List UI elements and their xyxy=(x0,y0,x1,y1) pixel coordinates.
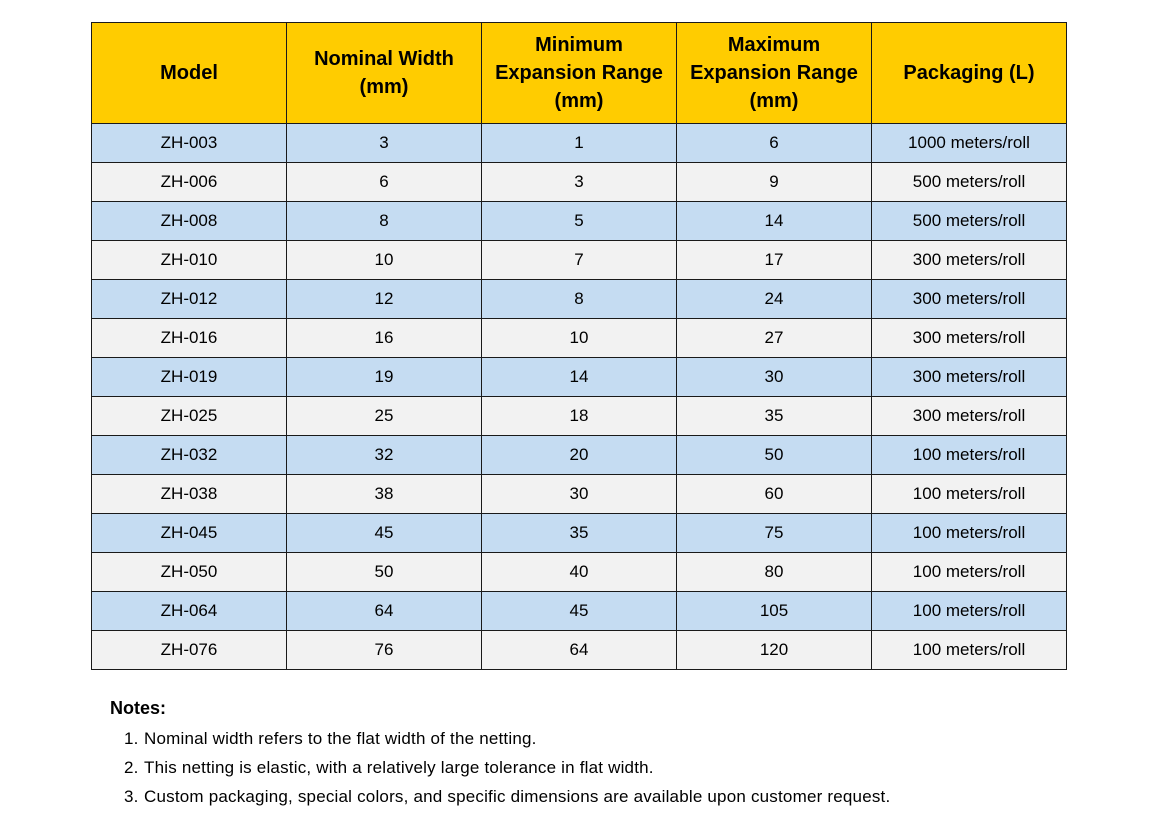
header-min-expansion xyxy=(482,23,677,124)
cell-model: ZH-050 xyxy=(92,553,287,592)
cell-max-expansion: 105 xyxy=(677,592,872,631)
notes-section xyxy=(110,698,890,814)
header-line: Minimum xyxy=(535,34,623,56)
table-row xyxy=(92,163,1067,202)
spec-table xyxy=(91,22,1067,670)
note-item xyxy=(124,756,890,785)
header-line: Maximum xyxy=(727,34,821,56)
cell-max-expansion: 80 xyxy=(677,553,872,592)
cell-max-expansion: 50 xyxy=(677,436,872,475)
cell-max-expansion: 24 xyxy=(677,280,872,319)
cell-min-expansion: 3 xyxy=(482,163,677,202)
cell-min-expansion: 7 xyxy=(482,241,677,280)
header-line: Model xyxy=(160,62,218,84)
cell-packaging: 100 meters/roll xyxy=(872,436,1067,475)
cell-model: ZH-045 xyxy=(92,514,287,553)
cell-nominal-width: 25 xyxy=(287,397,482,436)
cell-packaging: 500 meters/roll xyxy=(872,163,1067,202)
cell-packaging: 100 meters/roll xyxy=(872,631,1067,670)
cell-min-expansion: 10 xyxy=(482,319,677,358)
cell-model: ZH-016 xyxy=(92,319,287,358)
cell-min-expansion: 64 xyxy=(482,631,677,670)
cell-max-expansion: 9 xyxy=(677,163,872,202)
cell-packaging: 100 meters/roll xyxy=(872,475,1067,514)
cell-model: ZH-006 xyxy=(92,163,287,202)
cell-max-expansion: 60 xyxy=(677,475,872,514)
cell-nominal-width: 50 xyxy=(287,553,482,592)
cell-min-expansion: 18 xyxy=(482,397,677,436)
header-nominal-width xyxy=(287,23,482,124)
cell-packaging: 300 meters/roll xyxy=(872,397,1067,436)
table-row xyxy=(92,475,1067,514)
header-line: Packaging (L) xyxy=(903,62,1035,84)
cell-nominal-width: 76 xyxy=(287,631,482,670)
table-row xyxy=(92,280,1067,319)
cell-min-expansion: 1 xyxy=(482,124,677,163)
cell-model: ZH-008 xyxy=(92,202,287,241)
cell-nominal-width: 38 xyxy=(287,475,482,514)
header-max-expansion xyxy=(677,23,872,124)
table-row xyxy=(92,358,1067,397)
cell-model: ZH-064 xyxy=(92,592,287,631)
cell-nominal-width: 64 xyxy=(287,592,482,631)
table-row xyxy=(92,436,1067,475)
table-row xyxy=(92,514,1067,553)
cell-packaging: 300 meters/roll xyxy=(872,319,1067,358)
header-line: (mm) xyxy=(554,90,604,112)
cell-nominal-width: 19 xyxy=(287,358,482,397)
table-header-row xyxy=(92,23,1067,124)
cell-model: ZH-032 xyxy=(92,436,287,475)
cell-packaging: 300 meters/roll xyxy=(872,241,1067,280)
cell-min-expansion: 35 xyxy=(482,514,677,553)
header-packaging xyxy=(872,23,1067,124)
table-row xyxy=(92,319,1067,358)
note-number: 2. xyxy=(124,758,139,777)
cell-nominal-width: 10 xyxy=(287,241,482,280)
cell-model: ZH-010 xyxy=(92,241,287,280)
note-number: 1. xyxy=(124,729,139,748)
header-line: (mm) xyxy=(359,76,409,98)
header-line: Expansion Range xyxy=(690,62,858,84)
cell-model: ZH-003 xyxy=(92,124,287,163)
cell-nominal-width: 32 xyxy=(287,436,482,475)
cell-packaging: 500 meters/roll xyxy=(872,202,1067,241)
cell-model: ZH-076 xyxy=(92,631,287,670)
cell-model: ZH-019 xyxy=(92,358,287,397)
table-row xyxy=(92,631,1067,670)
cell-min-expansion: 14 xyxy=(482,358,677,397)
note-number: 3. xyxy=(124,787,139,806)
cell-max-expansion: 30 xyxy=(677,358,872,397)
cell-max-expansion: 17 xyxy=(677,241,872,280)
table-body xyxy=(92,124,1067,670)
cell-min-expansion: 5 xyxy=(482,202,677,241)
cell-nominal-width: 3 xyxy=(287,124,482,163)
cell-max-expansion: 120 xyxy=(677,631,872,670)
cell-min-expansion: 45 xyxy=(482,592,677,631)
cell-max-expansion: 14 xyxy=(677,202,872,241)
table-row xyxy=(92,553,1067,592)
note-item xyxy=(124,785,890,814)
note-text: Custom packaging, special colors, and specific dimensions are available upon customer request. xyxy=(144,787,891,806)
cell-min-expansion: 20 xyxy=(482,436,677,475)
cell-packaging: 100 meters/roll xyxy=(872,592,1067,631)
header-line: (mm) xyxy=(749,90,799,112)
cell-packaging: 300 meters/roll xyxy=(872,358,1067,397)
table-row xyxy=(92,397,1067,436)
table-row xyxy=(92,124,1067,163)
header-model xyxy=(92,23,287,124)
cell-packaging: 300 meters/roll xyxy=(872,280,1067,319)
cell-nominal-width: 45 xyxy=(287,514,482,553)
table-row xyxy=(92,592,1067,631)
cell-packaging: 100 meters/roll xyxy=(872,553,1067,592)
cell-max-expansion: 75 xyxy=(677,514,872,553)
cell-packaging: 100 meters/roll xyxy=(872,514,1067,553)
note-text: This netting is elastic, with a relatively large tolerance in flat width. xyxy=(144,758,654,777)
cell-min-expansion: 30 xyxy=(482,475,677,514)
cell-nominal-width: 16 xyxy=(287,319,482,358)
notes-list xyxy=(110,727,890,814)
cell-max-expansion: 35 xyxy=(677,397,872,436)
table-row xyxy=(92,241,1067,280)
cell-min-expansion: 40 xyxy=(482,553,677,592)
note-item xyxy=(124,727,890,756)
cell-nominal-width: 6 xyxy=(287,163,482,202)
cell-nominal-width: 8 xyxy=(287,202,482,241)
header-line: Nominal Width xyxy=(314,48,454,70)
cell-max-expansion: 27 xyxy=(677,319,872,358)
cell-model: ZH-038 xyxy=(92,475,287,514)
cell-max-expansion: 6 xyxy=(677,124,872,163)
notes-title: Notes: xyxy=(110,698,167,718)
cell-model: ZH-012 xyxy=(92,280,287,319)
table-row xyxy=(92,202,1067,241)
cell-nominal-width: 12 xyxy=(287,280,482,319)
header-line: Expansion Range xyxy=(495,62,663,84)
note-text: Nominal width refers to the flat width of the netting. xyxy=(144,729,537,748)
cell-min-expansion: 8 xyxy=(482,280,677,319)
cell-model: ZH-025 xyxy=(92,397,287,436)
cell-packaging: 1000 meters/roll xyxy=(872,124,1067,163)
